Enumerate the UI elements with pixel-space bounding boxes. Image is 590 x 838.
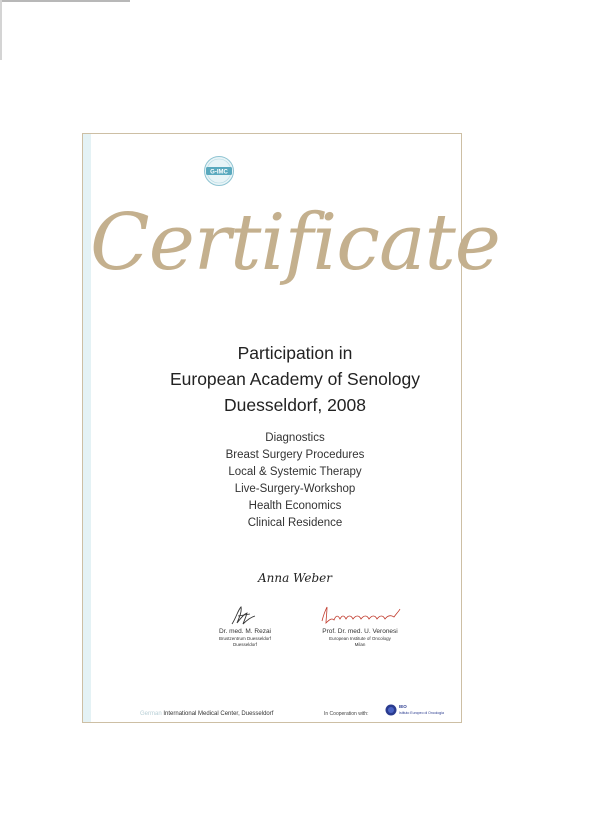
heading-line-1: Participation in [237, 343, 353, 363]
certificate-title: Certificate [90, 198, 500, 288]
signature-block-right [310, 628, 410, 648]
signer-city-right: Milan [354, 642, 366, 647]
topic-item: Live-Surgery-Workshop [234, 483, 356, 495]
logo-text: G-IMC [210, 169, 228, 176]
topic-item: Local & Systemic Therapy [228, 466, 362, 478]
footer-center-name: International Medical Center, Duesseldorf [163, 711, 274, 717]
signer-name-left: Dr. med. M. Rezai [218, 628, 271, 635]
ieo-badge [385, 704, 467, 720]
footer-prefix: German [140, 711, 162, 717]
signer-affiliation-left: Brustzentrum Duesseldorf [218, 636, 272, 641]
signature-left-icon [228, 604, 258, 628]
ieo-full-name: Istituto Europeo di Oncologia [399, 711, 444, 715]
gimc-logo-icon [203, 155, 235, 187]
signer-name-right: Prof. Dr. med. U. Veronesi [322, 628, 398, 635]
recipient-name: Anna Weber [257, 571, 333, 585]
signature-right-icon [318, 603, 404, 627]
ieo-logo-icon [385, 704, 397, 716]
topic-item: Health Economics [248, 500, 342, 512]
scan-edge-top [0, 0, 130, 2]
topic-item: Clinical Residence [247, 517, 343, 529]
ieo-name: IEO [399, 704, 407, 709]
scan-edge-left [0, 0, 2, 60]
signer-affiliation-right: European Institute of Oncology [329, 636, 391, 641]
footer-cooperation-label: In Cooperation with: [324, 711, 369, 717]
topic-item: Breast Surgery Procedures [225, 449, 365, 461]
heading-line-2: European Academy of Senology [169, 369, 421, 389]
signer-city-left: Duesseldorf [232, 642, 257, 647]
heading-line-3: Duesseldorf, 2008 [223, 395, 367, 415]
topic-item: Diagnostics [265, 432, 325, 444]
signature-block-left [200, 628, 290, 648]
footer-organization [140, 711, 273, 717]
